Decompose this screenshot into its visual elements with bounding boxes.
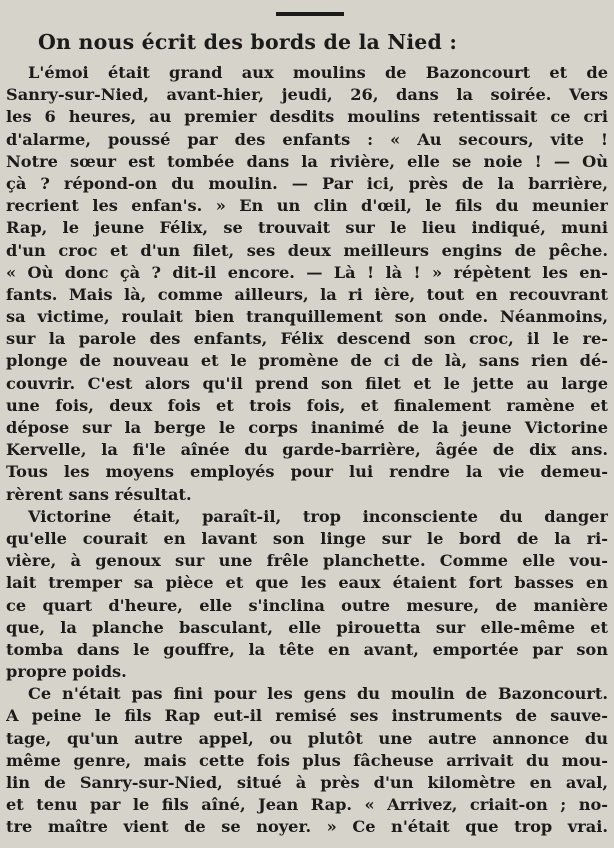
article-line: même genre, mais cette fois plus fâcheuse arrivait du mou- bbox=[6, 750, 608, 770]
article-line: d'un croc et d'un filet, ses deux meilleurs engins de pêche. bbox=[6, 240, 608, 260]
article-line: çà ? répond-on du moulin. — Par ici, près de la barrière, bbox=[6, 173, 608, 193]
article-line: L'émoi était grand aux moulins de Bazoncourt et de bbox=[28, 63, 608, 82]
article-line: couvrir. C'est alors qu'il prend son filet et le jette au large bbox=[6, 373, 608, 393]
separator-rule bbox=[276, 12, 344, 16]
article-line: tage, qu'un autre appel, ou plutôt une autre annonce du bbox=[6, 728, 608, 748]
article-line: sur la parole des enfants, Félix descend son croc, il le re- bbox=[6, 329, 608, 349]
article-line: Kervelle, la fi'le aînée du garde-barrière, âgée de dix ans. bbox=[6, 440, 608, 460]
article-line: tomba dans le gouffre, la tête en avant, emportée par son bbox=[6, 639, 608, 659]
article-line: Tous les moyens employés pour lui rendre la vie demeu- bbox=[6, 462, 608, 482]
article-line: recrient les enfan's. » En un clin d'œil, le fils du meunier bbox=[6, 196, 608, 216]
article-line: A peine le fils Rap eut-il remisé ses instruments de sauve- bbox=[6, 706, 608, 726]
article-line: tre maître vient de se noyer. » Ce n'était que trop vrai. bbox=[6, 817, 608, 837]
article-body bbox=[6, 62, 608, 839]
article-line: rèrent sans résultat. bbox=[6, 484, 192, 504]
article-line: ce quart d'heure, elle s'inclina outre mesure, de manière bbox=[6, 595, 608, 615]
article-line: Notre sœur est tombée dans la rivière, elle se noie ! — Où bbox=[6, 151, 608, 171]
article-line: propre poids. bbox=[6, 662, 127, 682]
article-line: fants. Mais là, comme ailleurs, la ri ière, tout en recouvrant bbox=[6, 284, 608, 304]
article-line: plonge de nouveau et le promène de ci de là, sans rien dé- bbox=[6, 351, 608, 371]
article-line: lin de Sanry-sur-Nied, situé à près d'un kilomètre en aval, bbox=[6, 773, 608, 792]
article-line: sa victime, roulait bien tranquillement son onde. Néanmoins, bbox=[6, 307, 608, 327]
article-line: qu'elle courait en lavant son linge sur le bord de la ri- bbox=[6, 528, 608, 548]
article-line: Rap, le jeune Félix, se trouvait sur le lieu indiqué, muni bbox=[6, 218, 608, 238]
article-line: lait tremper sa pièce et que les eaux étaient fort basses en bbox=[6, 573, 608, 593]
article-line: les 6 heures, au premier desdits moulins retentissait ce cri bbox=[6, 107, 608, 127]
article-line: Ce n'était pas fini pour les gens du moulin de Bazoncourt. bbox=[28, 684, 608, 704]
article-headline: On nous écrit des bords de la Nied : bbox=[38, 30, 458, 54]
article-line: une fois, deux fois et trois fois, et finalement ramène et bbox=[6, 395, 608, 415]
article-line: dépose sur la berge le corps inanimé de la jeune Victorine bbox=[6, 418, 608, 437]
article-line: vière, à genoux sur une frêle planchette. Comme elle vou- bbox=[6, 551, 608, 571]
article-line: et tenu par le fils aîné, Jean Rap. « Arrivez, criait-on ; no- bbox=[6, 795, 608, 815]
article-line: Sanry-sur-Nied, avant-hier, jeudi, 26, dans la soirée. Vers bbox=[6, 85, 608, 105]
article-line: d'alarme, poussé par des enfants : « Au secours, vite ! bbox=[6, 129, 608, 149]
article-line: que, la planche basculant, elle pirouetta sur elle-même et bbox=[6, 617, 608, 637]
article-line: « Où donc çà ? dit-il encore. — Là ! là ! » répètent les en- bbox=[6, 262, 608, 282]
article-line: Victorine était, paraît-il, trop inconsciente du danger bbox=[28, 506, 608, 526]
